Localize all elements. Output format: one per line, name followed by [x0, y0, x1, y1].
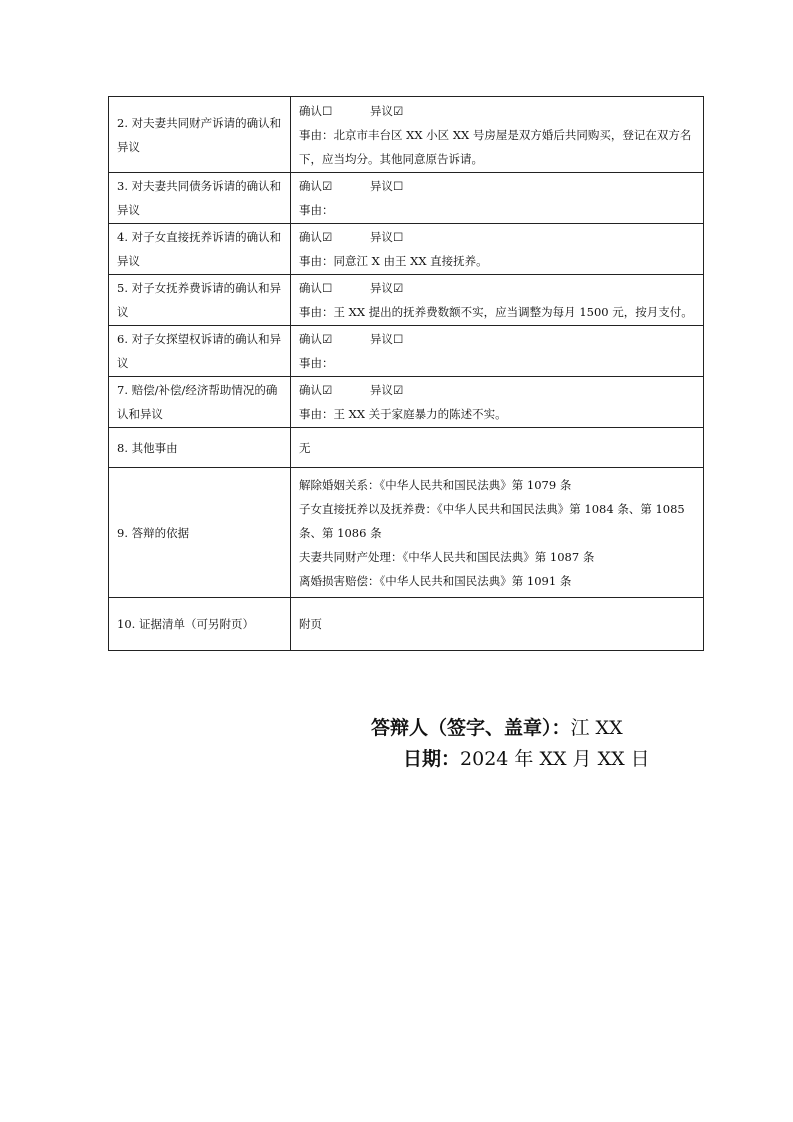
reason-text: 事由：: [299, 356, 334, 370]
date-value: 2024 年 XX 月 XX 日: [460, 748, 650, 770]
row-label: 4. 对子女直接抚养诉请的确认和异议: [109, 224, 291, 275]
row-content: [291, 377, 704, 428]
row-label: 2. 对夫妻共同财产诉请的确认和异议: [109, 97, 291, 173]
dispute-checkbox[interactable]: 异议☑: [369, 383, 404, 397]
basis-item: 解除婚姻关系：《中华人民共和国民法典》第 1079 条: [299, 477, 572, 492]
confirm-checkbox[interactable]: 确认☑: [299, 230, 333, 244]
row-label: 9. 答辩的依据: [109, 468, 291, 598]
confirm-checkbox[interactable]: 确认☑: [299, 332, 333, 346]
table-row: [109, 173, 704, 224]
row-label: 7. 赔偿/补偿/经济帮助情况的确认和异议: [109, 377, 291, 428]
confirm-checkbox[interactable]: 确认☑: [299, 383, 333, 397]
reason-text: 事由：同意江 X 由王 XX 直接抚养。: [299, 254, 488, 268]
dispute-checkbox[interactable]: 异议☑: [369, 103, 404, 118]
table-row: [109, 275, 704, 326]
reason-text: 事由：: [299, 203, 334, 217]
basis-list: [291, 468, 704, 598]
row-label: 10. 证据清单（可另附页）: [109, 598, 291, 651]
table-row: [109, 598, 704, 651]
confirm-checkbox[interactable]: 确认☐: [299, 281, 333, 295]
table-row: [109, 468, 704, 598]
defense-form-table: [108, 96, 704, 651]
reason-text: 事由：王 XX 关于家庭暴力的陈述不实。: [299, 407, 507, 421]
basis-item: 夫妻共同财产处理：《中华人民共和国民法典》第 1087 条: [299, 549, 595, 564]
table-row: [109, 97, 704, 173]
signature-label: 答辩人（签字、盖章）：: [371, 717, 571, 739]
confirm-checkbox[interactable]: 确认☐: [299, 103, 333, 118]
basis-item: 子女直接抚养以及抚养费：《中华人民共和国民法典》第 1084 条、第 1085 条、第 1086 条: [299, 501, 685, 540]
table-row: [109, 224, 704, 275]
row-content: [291, 224, 704, 275]
table-row: [109, 326, 704, 377]
basis-item: 离婚损害赔偿：《中华人民共和国民法典》第 1091 条: [299, 573, 572, 588]
row-content: [291, 173, 704, 224]
reason-text: 事由：北京市丰台区 XX 小区 XX 号房屋是双方婚后共同购买，登记在双方名下，应当均分。其他同意原告诉请。: [299, 127, 692, 166]
dispute-checkbox[interactable]: 异议☐: [369, 179, 404, 193]
row-content: [291, 326, 704, 377]
signature-name: 江 XX: [570, 717, 623, 739]
row-content: [291, 97, 704, 173]
other-value: 无: [291, 428, 704, 468]
row-label: 8. 其他事由: [109, 428, 291, 468]
row-content: [291, 275, 704, 326]
dispute-checkbox[interactable]: 异议☐: [369, 332, 404, 346]
date-label: 日期：: [403, 748, 461, 770]
dispute-checkbox[interactable]: 异议☐: [369, 230, 404, 244]
reason-text: 事由：王 XX 提出的抚养费数额不实，应当调整为每月 1500 元，按月支付。: [299, 305, 693, 319]
table-row: [109, 377, 704, 428]
row-label: 5. 对子女抚养费诉请的确认和异议: [109, 275, 291, 326]
row-label: 6. 对子女探望权诉请的确认和异议: [109, 326, 291, 377]
row-label: 3. 对夫妻共同债务诉请的确认和异议: [109, 173, 291, 224]
evidence-value: 附页: [291, 598, 704, 651]
date-line: [403, 744, 650, 771]
dispute-checkbox[interactable]: 异议☑: [369, 281, 404, 295]
signature-line: [371, 713, 623, 740]
table-row: [109, 428, 704, 468]
confirm-checkbox[interactable]: 确认☑: [299, 179, 333, 193]
